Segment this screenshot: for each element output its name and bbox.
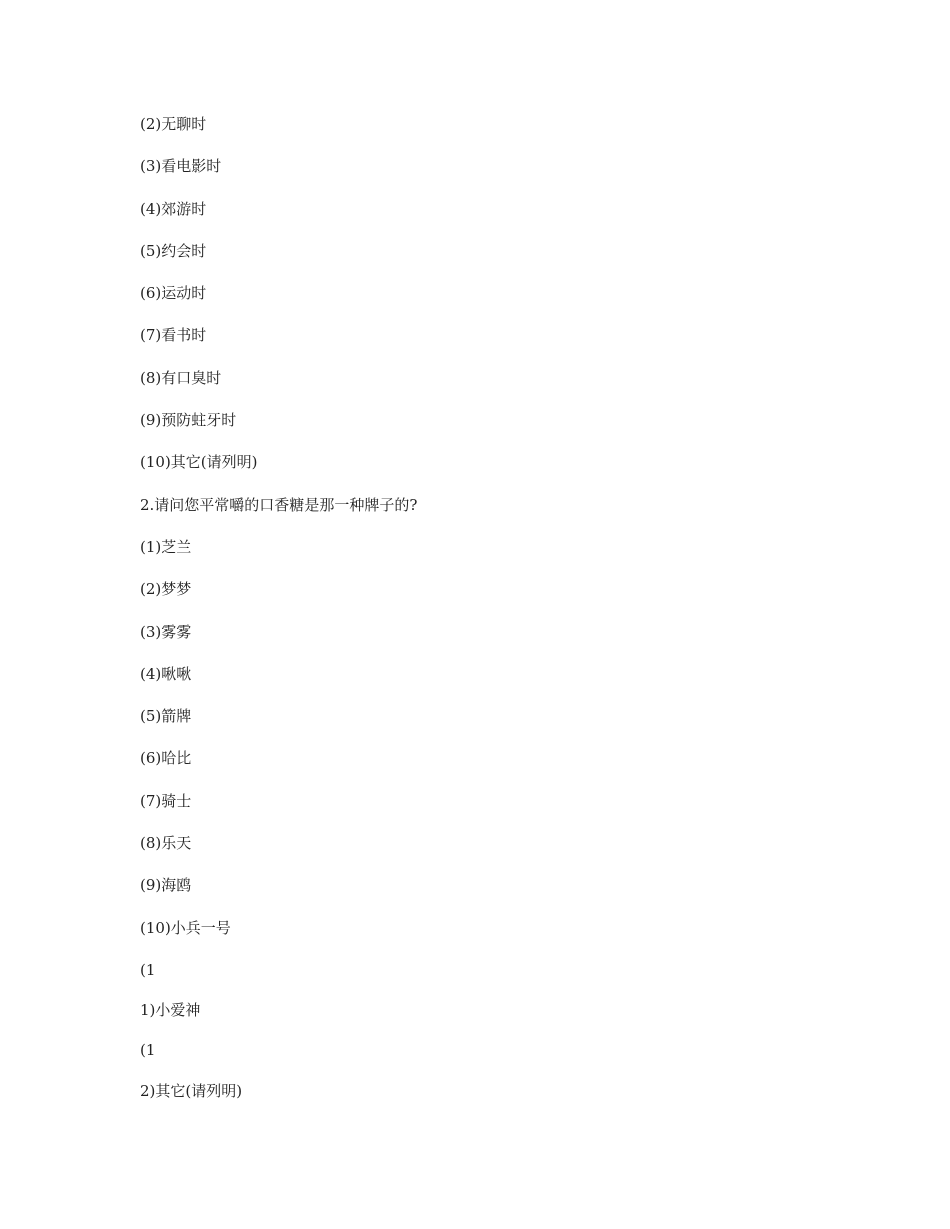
option-line: (1)芝兰 xyxy=(140,537,192,556)
option-line: (6)运动时 xyxy=(140,284,207,303)
question-2-text: 2.请问您平常嚼的口香糖是那一种牌子的? xyxy=(140,495,418,514)
option-line: (8)乐天 xyxy=(140,834,192,853)
wrapped-option-line: (1 xyxy=(140,960,156,979)
option-line: (3)看电影时 xyxy=(140,157,222,176)
questionnaire-text xyxy=(140,114,840,1101)
wrapped-option-line: 2)其它(请列明) xyxy=(140,1081,243,1100)
option-line: (5)箭牌 xyxy=(140,707,192,726)
option-line: (10)小兵一号 xyxy=(140,918,231,937)
option-line: (7)看书时 xyxy=(140,326,207,345)
option-line: (3)雾雾 xyxy=(140,622,192,641)
option-line: (2)梦梦 xyxy=(140,580,192,599)
option-line: (5)约会时 xyxy=(140,241,207,260)
wrapped-option-line: 1)小爱神 xyxy=(140,1001,201,1020)
option-line: (4)郊游时 xyxy=(140,199,207,218)
option-line: (8)有口臭时 xyxy=(140,368,222,387)
option-line: (9)预防蛀牙时 xyxy=(140,411,237,430)
option-line: (4)啾啾 xyxy=(140,664,192,683)
wrapped-option-line: (1 xyxy=(140,1041,156,1060)
option-line: (7)骑士 xyxy=(140,791,192,810)
option-line: (9)海鸥 xyxy=(140,876,192,895)
option-line: (10)其它(请列明) xyxy=(140,453,258,472)
option-line: (6)哈比 xyxy=(140,749,192,768)
option-line: (2)无聊时 xyxy=(140,115,207,133)
